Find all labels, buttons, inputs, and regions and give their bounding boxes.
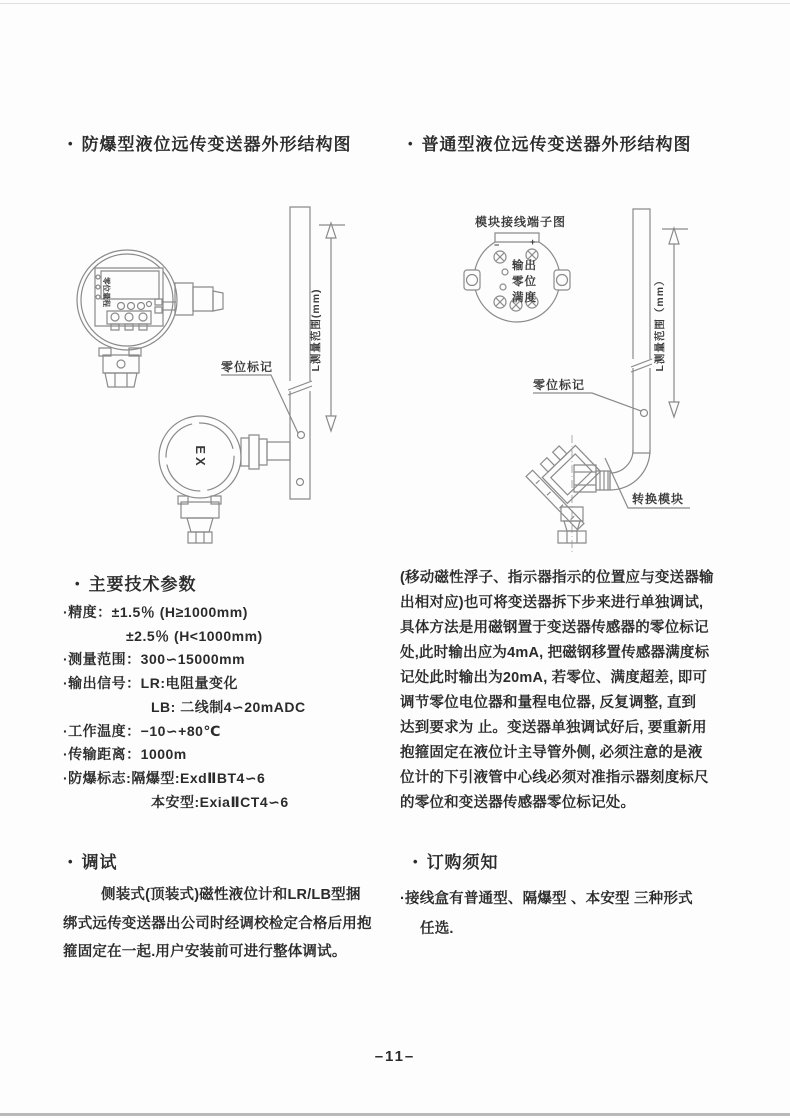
bullet-icon: •	[408, 136, 414, 151]
zero-mark-label: 零位标记	[533, 378, 586, 392]
paragraph-line: 处,此时输出应为4mA, 把磁钢移置传感器满度标	[400, 645, 710, 661]
paragraph-line: 箍固定在一起.用户安装前可进行整体调试。	[63, 944, 347, 960]
ex-marking: EX	[193, 445, 208, 469]
plus-mark: +	[530, 237, 536, 247]
paragraph-line: 侧装式(顶装式)磁性液位计和LR/LB型捆	[101, 887, 361, 903]
bullet-icon: •	[68, 136, 74, 151]
tech-param-line: ·测量范围：300∽15000mm	[63, 651, 246, 668]
terminal-span-label: 满度	[512, 292, 537, 304]
paragraph-line: ·接线盒有普通型、隔爆型 、本安型 三种形式	[400, 891, 693, 907]
terminal-output-label: 输出	[512, 260, 537, 272]
paragraph-line: 抱箍固定在液位计主导管外侧, 必须注意的是液	[400, 745, 703, 761]
conversion-module-label: 转换模块	[632, 492, 685, 506]
right-diagram-title	[408, 130, 692, 155]
tech-param-line: ·输出信号：LR:电阻量变化	[63, 675, 238, 692]
adjustment-paragraph	[400, 566, 745, 816]
measuring-range-label: L测量范围(mm)	[310, 288, 322, 372]
order-section-title	[413, 848, 499, 873]
page-number: –11–	[374, 1048, 416, 1065]
tech-param-line: ±2.5％ (H<1000mm)	[126, 627, 263, 644]
left-diagram-title-text: 防爆型液位远传变送器外形结构图	[81, 135, 352, 154]
measuring-range-label: L测量范围（mm）	[654, 274, 666, 372]
explosion-proof-transmitter-diagram	[55, 195, 355, 560]
tech-param-line: ·防爆标志:隔爆型:ExdⅡBT4∽6	[63, 769, 266, 786]
left-diagram-title	[68, 130, 352, 155]
tech-params-list	[63, 601, 398, 814]
minus-mark: −	[494, 240, 500, 250]
paragraph-line: 记处此时输出为20mA, 若零位、满度超差, 即可	[400, 670, 708, 686]
bullet-icon: •	[413, 854, 419, 869]
tech-param-line: LB: 二线制4∽20mADC	[151, 698, 306, 715]
paragraph-line: 的零位和变送器传感器零位标记处。	[400, 795, 636, 811]
ordinary-transmitter-diagram	[420, 195, 750, 565]
module-terminal-diagram-title: 模块接线端子图	[475, 215, 567, 229]
zero-mark-label: 零位标记	[221, 360, 274, 374]
paragraph-line: 具体方法是用磁钢置于变送器传感器的零位标记	[400, 620, 709, 636]
tech-params-title-text: 主要技术参数	[88, 575, 197, 594]
tech-param-line: 本安型:ExiaⅡCT4∽6	[151, 793, 289, 810]
bullet-icon: •	[75, 576, 81, 591]
panel-adjust-label: 零位量程	[102, 277, 111, 307]
tech-param-line: ·精度：±1.5％ (H≥1000mm)	[63, 604, 248, 620]
paragraph-line: 位计的下引液管中心线必须对准指示器刻度标尺	[400, 770, 709, 786]
bullet-icon: •	[68, 854, 74, 869]
paragraph-line: 达到要求为 止。变送器单独调试好后, 要重新用	[400, 720, 707, 736]
paragraph-line: 出相对应)也可将变送器拆下步来进行单独调试,	[400, 595, 704, 611]
debug-section-title	[68, 848, 118, 873]
order-section-title-text: 订购须知	[426, 853, 499, 872]
tech-param-line: ·工作温度：−10∽+80℃	[63, 722, 221, 739]
right-diagram-title-text: 普通型液位远传变送器外形结构图	[421, 135, 692, 154]
tech-param-line: ·传输距离：1000m	[63, 746, 187, 763]
paragraph-line: (移动磁性浮子、指示器指示的位置应与变送器输	[400, 570, 714, 586]
bottom-rule	[0, 1113, 790, 1116]
order-section-body	[400, 884, 745, 944]
paragraph-line: 调节零位电位器和量程电位器, 反复调整, 直到	[400, 695, 697, 711]
tech-params-title	[75, 570, 197, 595]
top-rule	[0, 3, 790, 4]
terminal-zero-label: 零位	[512, 276, 537, 288]
left-diagram-drawing	[77, 207, 345, 543]
paragraph-line: 绑式远传变送器出公司时经调校检定合格后用抱	[63, 915, 372, 932]
paragraph-line: 任选.	[420, 921, 454, 937]
debug-section-title-text: 调试	[81, 853, 118, 872]
debug-section-body	[63, 881, 403, 967]
